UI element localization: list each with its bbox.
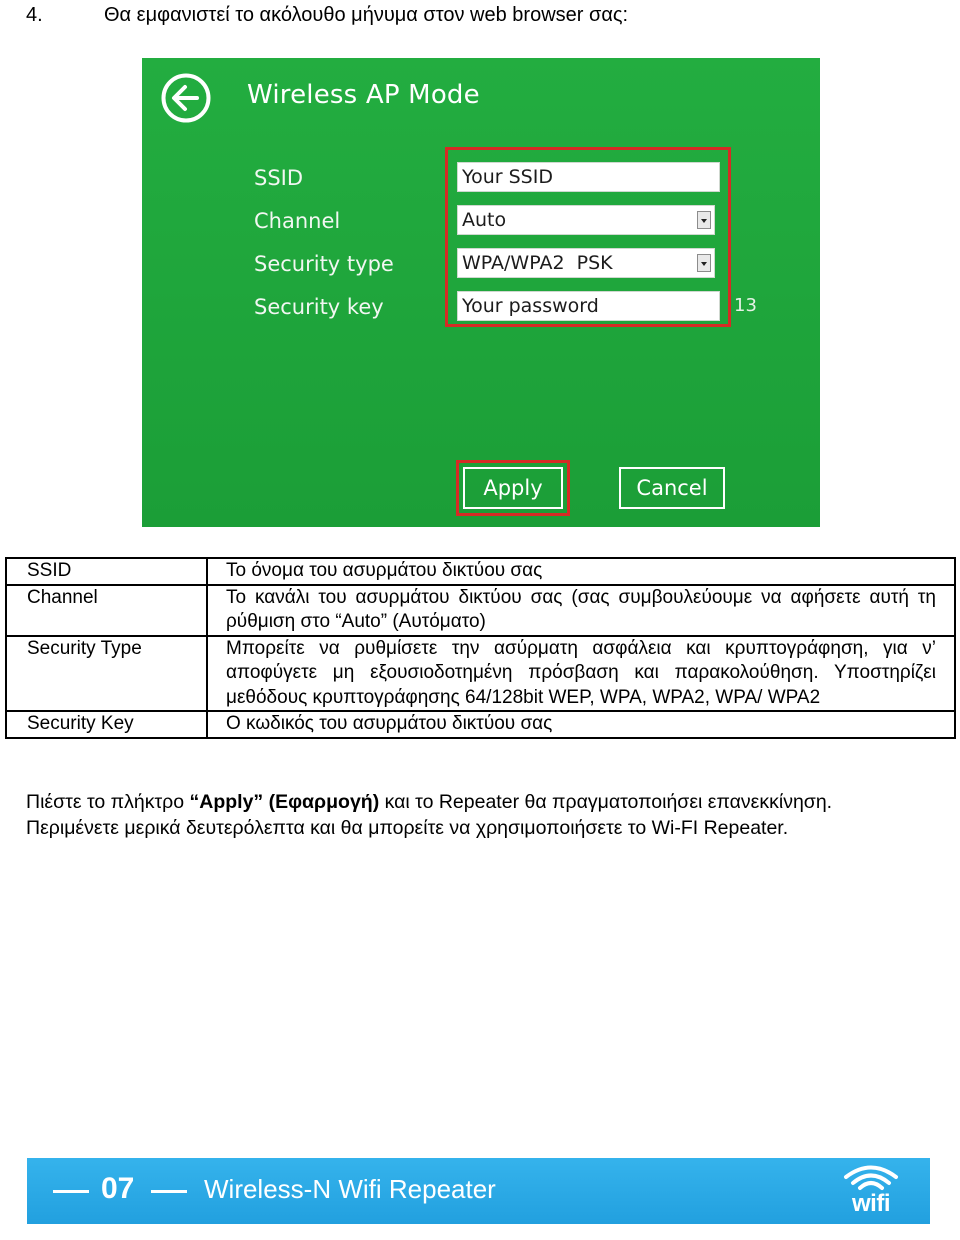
security-key-value: Your password xyxy=(462,295,599,317)
security-type-value: WPA/WPA2 PSK xyxy=(462,252,613,274)
apply-emphasis: “Apply” (Εφαρμογή) xyxy=(189,791,380,813)
security-key-input[interactable] xyxy=(457,291,720,321)
panel-title: Wireless AP Mode xyxy=(247,80,480,110)
wifi-logo-text: wifi xyxy=(852,1190,890,1217)
instructions-paragraph xyxy=(26,789,934,841)
channel-value: Auto xyxy=(462,209,507,231)
instruction-text: και το Repeater θα πραγματοποιήσει επανεκκίνηση. xyxy=(379,791,833,813)
wireless-ap-mode-screenshot xyxy=(142,58,820,527)
table-row xyxy=(6,558,955,585)
ssid-input[interactable] xyxy=(457,162,720,192)
arrow-left-circle-icon[interactable] xyxy=(160,72,212,124)
table-row xyxy=(6,636,955,712)
description-cell: Το κανάλι του ασυρμάτου δικτύου σας (σας συμβουλεύουμε να αφήσετε αυτή τη ρύθμιση στο “Auto” (Αυτόματο) xyxy=(207,585,955,636)
security-key-label: Security key xyxy=(254,295,384,319)
table-row xyxy=(6,585,955,636)
channel-select[interactable] xyxy=(457,205,715,235)
step-heading xyxy=(26,4,628,27)
divider xyxy=(53,1190,89,1193)
description-cell: Το όνομα του ασυρμάτου δικτύου σας xyxy=(207,558,955,585)
chevron-down-icon[interactable] xyxy=(697,211,711,229)
instruction-line-2: Περιμένετε μερικά δευτερόλεπτα και θα μπορείτε να χρησιμοποιήσετε το Wi-FI Repeater. xyxy=(26,817,789,839)
ssid-value: Your SSID xyxy=(462,166,553,188)
chevron-down-icon[interactable] xyxy=(697,254,711,272)
security-type-label: Security type xyxy=(254,252,394,276)
term-cell: Security Type xyxy=(6,636,207,712)
ssid-label: SSID xyxy=(254,166,304,190)
channel-label: Channel xyxy=(254,209,341,233)
footer-banner xyxy=(27,1158,930,1224)
divider xyxy=(151,1190,187,1193)
instruction-text: Πιέστε το πλήκτρο xyxy=(26,791,190,813)
cancel-button[interactable]: Cancel xyxy=(619,467,725,509)
description-cell: Μπορείτε να ρυθμίσετε την ασύρματη ασφάλεια και κρυπτογράφηση, για ν’ αποφύγετε μη εξουσιοδοτημένη πρόσβαση και παρακολούθηση. Υποστηρίζει μεθόδους κρυπτογράφησης 64/128bit WEP, WPA, WPA2, WPA/ WPA2 xyxy=(207,636,955,712)
apply-button[interactable]: Apply xyxy=(463,467,563,509)
page-number: 07 xyxy=(101,1172,135,1205)
key-length-counter: 13 xyxy=(734,295,757,316)
step-text: Θα εμφανιστεί το ακόλουθο μήνυμα στον web browser σας: xyxy=(104,4,629,26)
instruction-line-1 xyxy=(26,789,934,815)
term-cell: Channel xyxy=(6,585,207,636)
table-row xyxy=(6,711,955,738)
step-number: 4. xyxy=(26,4,43,26)
description-cell: Ο κωδικός του ασυρμάτου δικτύου σας xyxy=(207,711,955,738)
wifi-logo xyxy=(840,1164,902,1220)
settings-description-table xyxy=(5,557,956,739)
footer-title: Wireless-N Wifi Repeater xyxy=(204,1174,496,1204)
term-cell: Security Key xyxy=(6,711,207,738)
security-type-select[interactable] xyxy=(457,248,715,278)
term-cell: SSID xyxy=(6,558,207,585)
